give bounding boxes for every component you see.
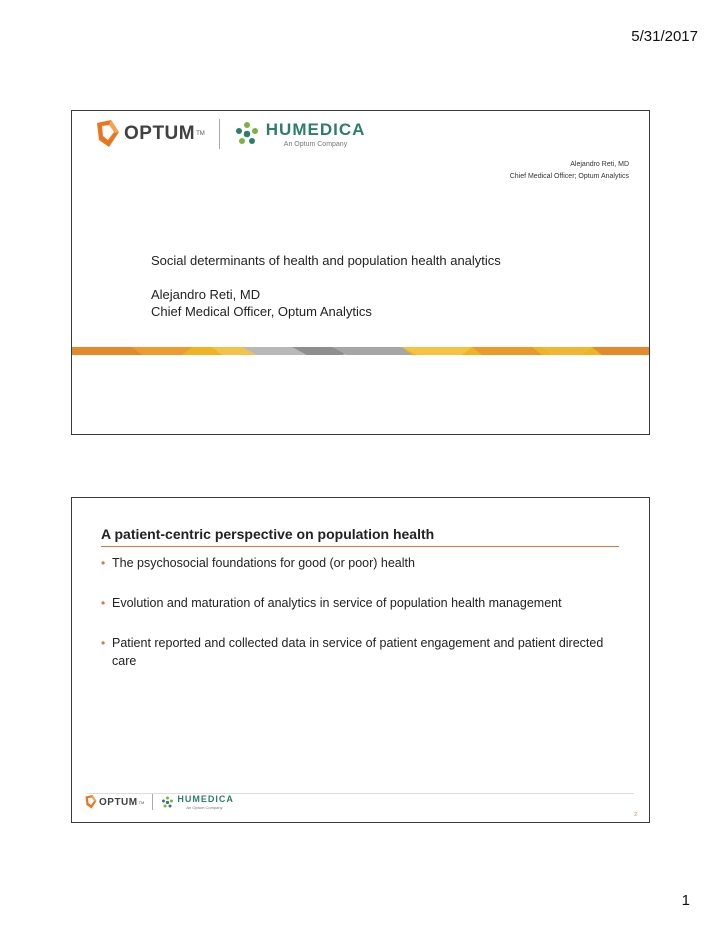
- bullet-list: [101, 554, 621, 692]
- slide-title: Social determinants of health and population health analytics: [151, 253, 501, 268]
- optum-logo: [84, 795, 144, 809]
- optum-mark-icon: [94, 120, 124, 148]
- slide-1: [71, 110, 650, 435]
- presenter-title: Chief Medical Officer; Optum Analytics: [509, 173, 629, 180]
- bullet-item: • Evolution and maturation of analytics in service of population health management: [101, 594, 621, 612]
- speaker-name: Alejandro Reti, MD: [151, 287, 261, 302]
- humedica-subtitle: An Optum Company: [283, 140, 348, 148]
- humedica-molecule-icon: [234, 121, 260, 147]
- bullet-item: • The psychosocial foundations for good (or poor) health: [101, 554, 621, 572]
- slide-number: 2: [634, 812, 637, 818]
- speaker-title: Chief Medical Officer, Optum Analytics: [151, 304, 372, 319]
- optum-mark-icon: [84, 795, 99, 809]
- optum-wordmark: OPTUM: [99, 796, 138, 808]
- humedica-molecule-icon: [161, 796, 174, 809]
- slide-2: [71, 497, 650, 823]
- presenter-credit: [510, 159, 629, 183]
- trademark: TM: [138, 799, 145, 805]
- slide-heading: A patient-centric perspective on population health: [101, 526, 435, 542]
- humedica-logo: [161, 795, 234, 810]
- humedica-logo: [234, 121, 366, 148]
- humedica-wordmark: HUMEDICA: [265, 119, 366, 139]
- page-number: 1: [681, 892, 690, 909]
- footer-logo-group: [84, 794, 234, 810]
- trademark: TM: [196, 131, 205, 137]
- bullet-item: • Patient reported and collected data in service of patient engagement and patient directed care: [101, 634, 621, 670]
- humedica-subtitle: An Optum Company: [186, 804, 223, 810]
- title-block: [151, 252, 501, 320]
- logo-group: [94, 119, 365, 149]
- heading-rule: [101, 546, 619, 547]
- logo-divider: [219, 119, 220, 149]
- decorative-ribbon: [72, 347, 649, 355]
- page-date: 5/31/2017: [631, 28, 698, 45]
- humedica-wordmark: HUMEDICA: [177, 793, 234, 804]
- optum-logo: [94, 120, 205, 148]
- optum-wordmark: OPTUM: [124, 123, 196, 144]
- logo-divider: [152, 794, 153, 810]
- presenter-name: Alejandro Reti, MD: [570, 161, 629, 168]
